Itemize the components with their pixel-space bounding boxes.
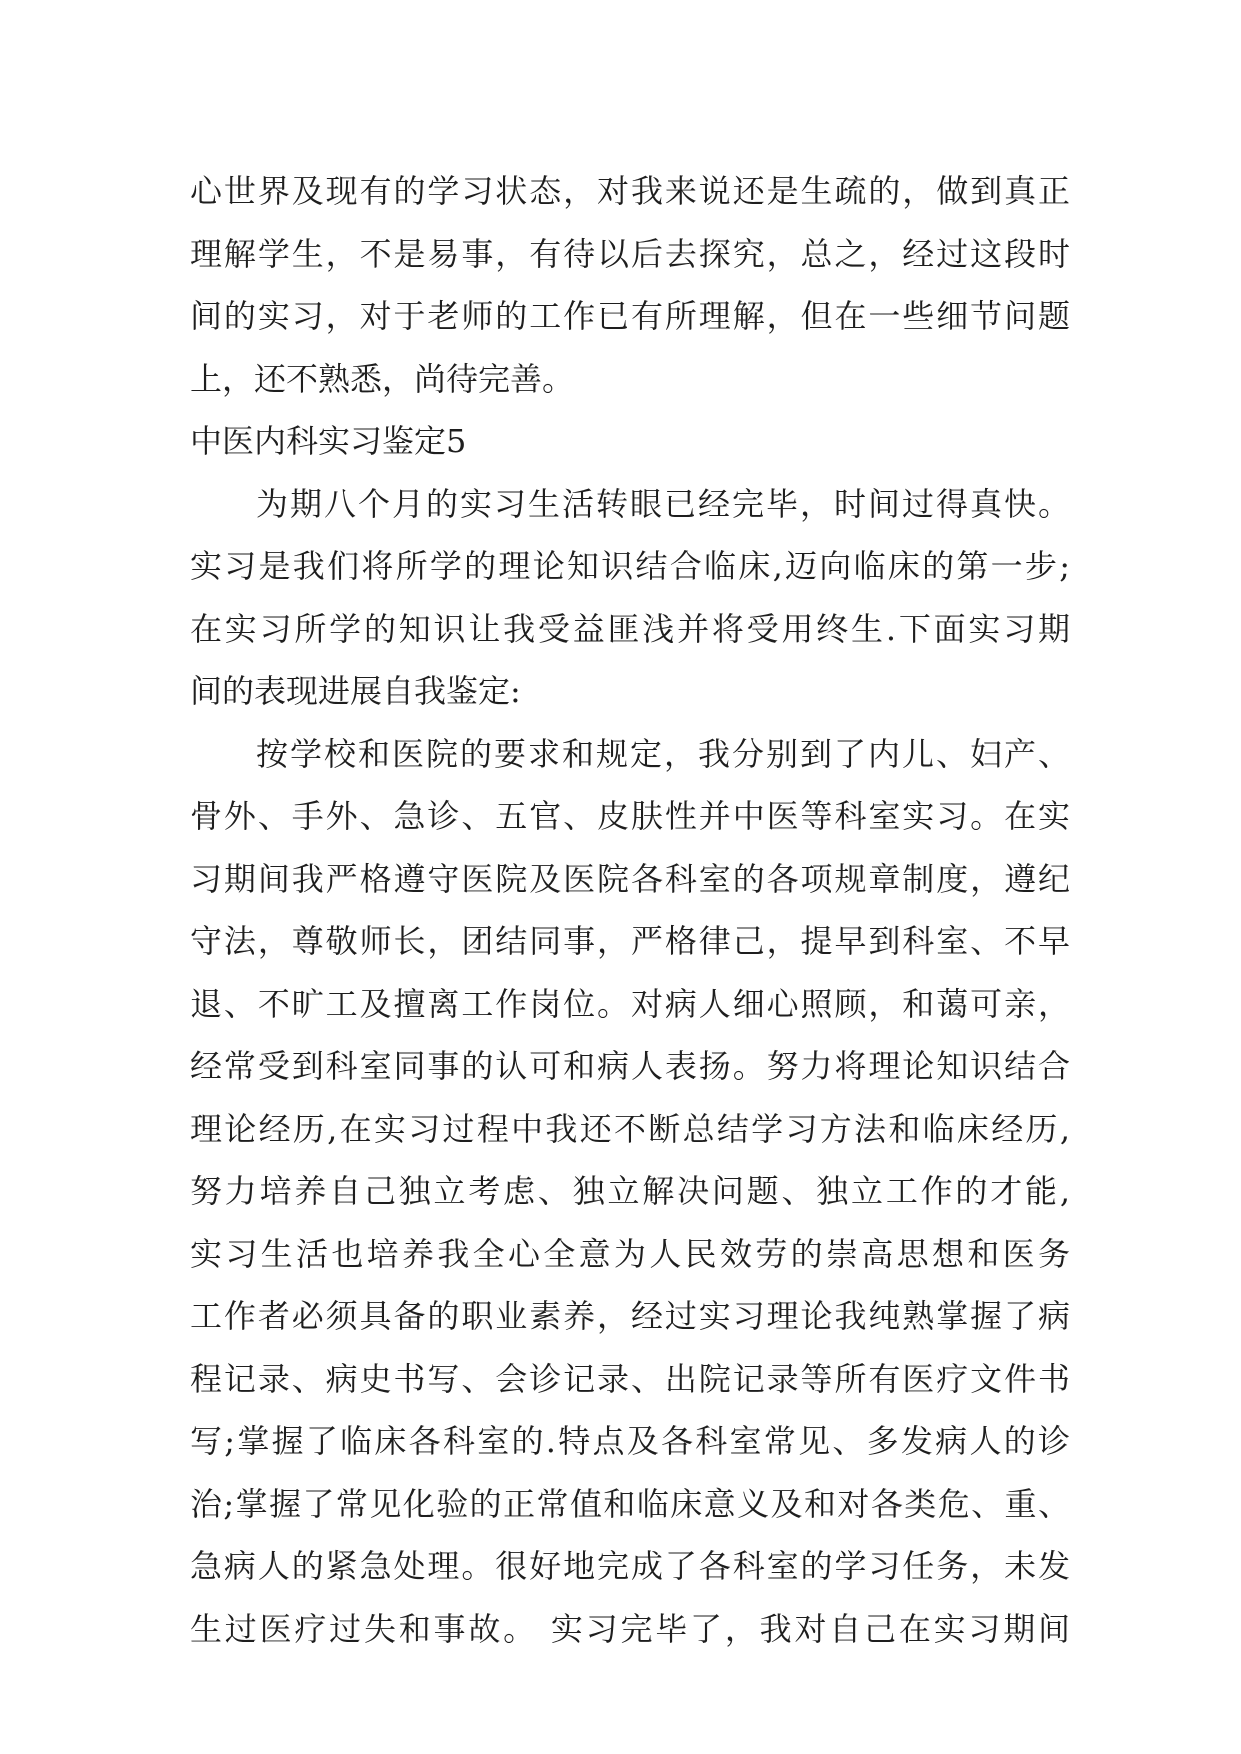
text-line: 经常受到科室同事的认可和病人表扬。努力将理论知识结合 — [190, 1047, 1070, 1085]
text-line: 为期八个月的实习生活转眼已经完毕，时间过得真快。 — [256, 484, 1070, 523]
text-line: 在实习所学的知识让我受益匪浅并将受用终生.下面实习期 — [190, 609, 1070, 648]
text-line: 写;掌握了临床各科室的.特点及各科室常见、多发病人的诊 — [190, 1422, 1070, 1460]
text-line: 骨外、手外、急诊、五官、皮肤性并中医等科室实习。在实 — [190, 797, 1070, 835]
text-line: 理解学生，不是易事，有待以后去探究，总之，经过这段时 — [190, 234, 1070, 273]
document-body — [190, 160, 1070, 1660]
text-line: 努力培养自己独立考虑、独立解决问题、独立工作的才能, — [190, 1172, 1070, 1210]
text-line: 治;掌握了常见化验的正常值和临床意义及和对各类危、重、 — [190, 1484, 1070, 1523]
text-line: 急病人的紧急处理。很好地完成了各科室的学习任务，未发 — [190, 1547, 1070, 1585]
text-line: 理论经历,在实习过程中我还不断总结学习方法和临床经历, — [190, 1109, 1070, 1148]
text-line: 上，还不熟悉，尚待完善。 — [190, 359, 575, 398]
text-line: 间的表现进展自我鉴定: — [190, 672, 521, 710]
text-line: 守法，尊敬师长，团结同事，严格律己，提早到科室、不早 — [190, 922, 1070, 960]
text-line: 间的实习，对于老师的工作已有所理解，但在一些细节问题 — [190, 297, 1070, 335]
text-line: 心世界及现有的学习状态，对我来说还是生疏的，做到真正 — [190, 172, 1070, 210]
text-line: 工作者必须具备的职业素养，经过实习理论我纯熟掌握了病 — [190, 1297, 1070, 1335]
text-line: 退、不旷工及擅离工作岗位。对病人细心照顾，和蔼可亲， — [190, 984, 1070, 1023]
text-line: 实习生活也培养我全心全意为人民效劳的崇高思想和医务 — [190, 1234, 1070, 1273]
section-heading: 中医内科实习鉴定5 — [190, 422, 467, 460]
text-line: 程记录、病史书写、会诊记录、出院记录等所有医疗文件书 — [190, 1359, 1070, 1398]
text-line: 实习是我们将所学的理论知识结合临床,迈向临床的第一步; — [190, 547, 1070, 585]
text-line: 生过医疗过失和事故。 实习完毕了，我对自己在实习期间 — [190, 1609, 1070, 1648]
text-line: 按学校和医院的要求和规定，我分别到了内儿、妇产、 — [256, 734, 1070, 773]
text-line: 习期间我严格遵守医院及医院各科室的各项规章制度，遵纪 — [190, 859, 1070, 898]
